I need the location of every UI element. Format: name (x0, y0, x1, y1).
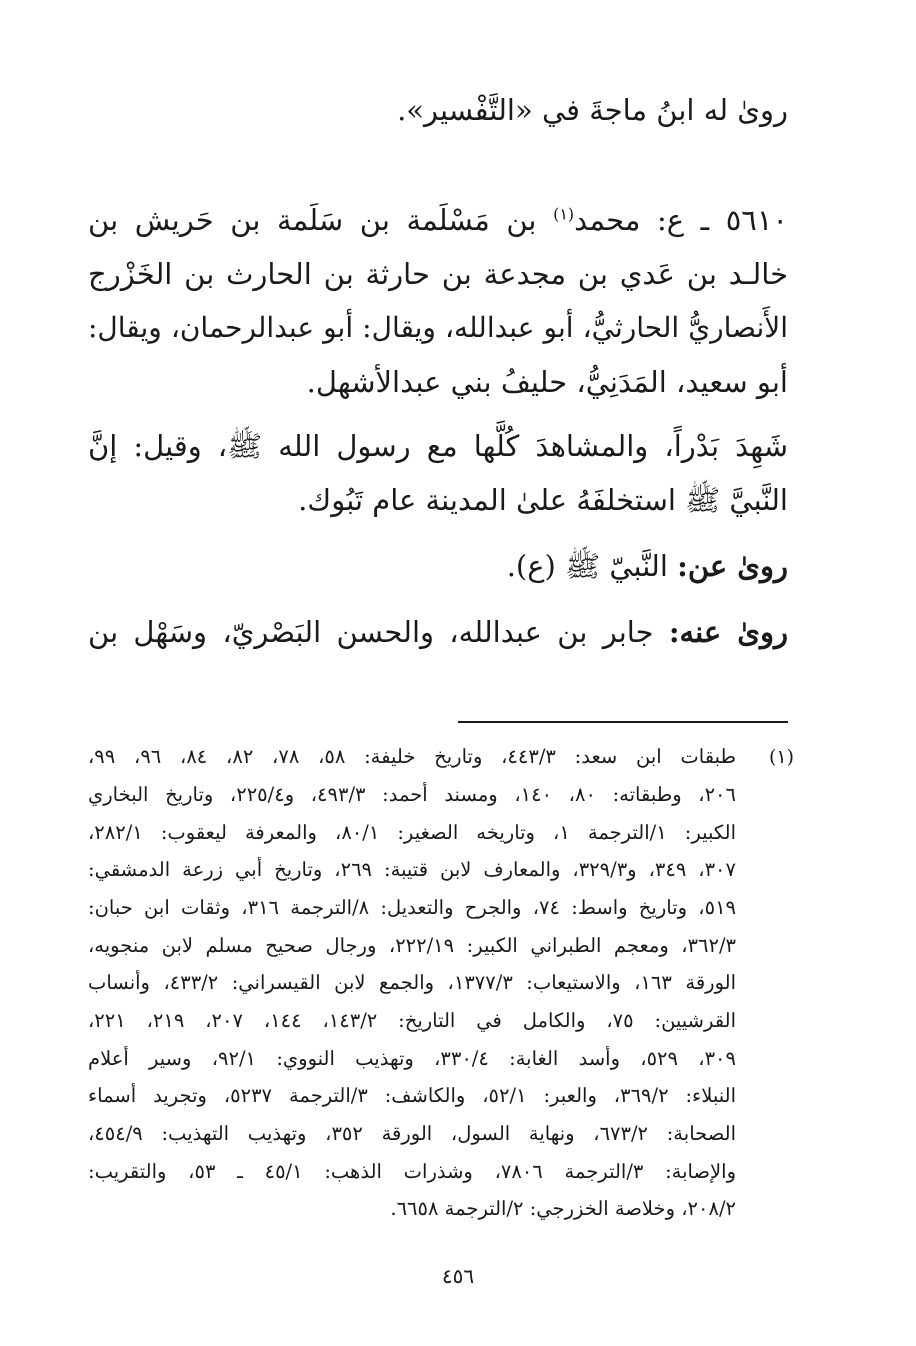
battles-line-1: شَهِدَ بَدْراً، والمشاهدَ كُلَّها مع رسول الله ﷺ، وقيل: إنَّ (88, 429, 788, 463)
footnote-marker: (١) (768, 746, 794, 768)
previous-entry-line: روىٰ له ابنُ ماجةَ في «التَّفْسير». (397, 93, 788, 127)
footnote-line: الورقة ١٦٣، والاستيعاب: ١٣٧٧/٣، والجمع لابن القيسراني: ٤٣٣/٢، وأنساب (88, 971, 736, 994)
footnote-line: الصحابة: ٦٧٣/٢، ونهاية السول، الورقة ٣٥٢، وتهذيب التهذيب: ٤٥٤/٩، (88, 1122, 736, 1145)
footnote-line: النبلاء: ٣٦٩/٢، والعبر: ٥٢/١، والكاشف: ٣/الترجمة ٥٢٣٧، وتجريد أسماء (88, 1084, 736, 1107)
entry-header-line (88, 200, 788, 240)
footnote-reference: (١) (553, 204, 575, 224)
footnote-line: طبقات ابن سعد: ٤٤٣/٣، وتاريخ خليفة: ٥٨، ٧٨، ٨٢، ٨٤، ٩٦، ٩٩، (88, 745, 736, 768)
footnote-line: ٣٠٩، ٥٢٩، وأسد الغابة: ٣٣٠/٤، وتهذيب النووي: ٩٢/١، وسير أعلام (88, 1047, 736, 1070)
narrators-text: جابر بن عبدالله، والحسن البَصْريّ، وسَهْل بن (88, 615, 669, 649)
entry-line-4: أبو سعيد، المَدَنِيُّ، حليفُ بني عبدالأشهل. (306, 365, 788, 399)
narrators-line (88, 612, 788, 652)
footnote-line: الكبير: ١/الترجمة ١، وتاريخه الصغير: ٨٠/١، والمعرفة ليعقوب: ٢٨٢/١، (88, 821, 736, 844)
narrated-from-label: روىٰ عن: (677, 549, 788, 583)
footnote-line: القرشيين: ٧٥، والكامل في التاريخ: ١٤٣/٢، ١٤٤، ٢٠٧، ٢١٩، ٢٢١، (88, 1009, 736, 1032)
narrated-from-line (88, 546, 788, 586)
footnote-divider (458, 721, 788, 723)
footnote-line: ٣٠٧، ٣٤٩، و٣٢٩/٣، والمعارف لابن قتيبة: ٢٦٩، وتاريخ أبي زرعة الدمشقي: (88, 858, 736, 881)
narrators-label: روىٰ عنه: (668, 615, 788, 649)
entry-number-and-name: ٥٦١٠ ـ ع: محمد (574, 203, 789, 237)
footnote-line: ٢٠٨/٢، وخلاصة الخزرجي: ٢/الترجمة ٦٦٥٨. (390, 1197, 736, 1220)
footnote-line: ٢٠٦، وطبقاته: ٨٠، ١٤٠، ومسند أحمد: ٤٩٣/٣، و٢٢٥/٤، وتاريخ البخاري (88, 783, 736, 806)
narrated-from-text: النَّبيّ ﷺ (ع). (506, 549, 678, 583)
battles-line-2: النَّبيَّ ﷺ استخلفَهُ علىٰ المدينة عام تَبُوك. (298, 483, 788, 517)
entry-lineage: بن مَسْلَمة بن سَلَمة بن حَريش بن (88, 203, 554, 237)
page-number: ٤٥٦ (441, 1264, 475, 1288)
entry-line-2: خالـد بن عَدي بن مجدعة بن حارثة بن الحارث بن الخَزْرج (88, 257, 788, 291)
footnote-line: والإصابة: ٣/الترجمة ٧٨٠٦، وشذرات الذهب: ٤٥/١ ـ ٥٣، والتقريب: (88, 1160, 736, 1183)
footnote-line: ٥١٩، وتاريخ واسط: ٧٤، والجرح والتعديل: ٨/الترجمة ٣١٦، وثقات ابن حبان: (88, 896, 736, 919)
footnote-line: ٣٦٢/٣، ومعجم الطبراني الكبير: ٢٢٢/١٩، ورجال صحيح مسلم لابن منجويه، (88, 934, 736, 957)
entry-line-3: الأَنصاريُّ الحارثيُّ، أبو عبدالله، ويقال: أبو عبدالرحمان، ويقال: (88, 311, 788, 344)
